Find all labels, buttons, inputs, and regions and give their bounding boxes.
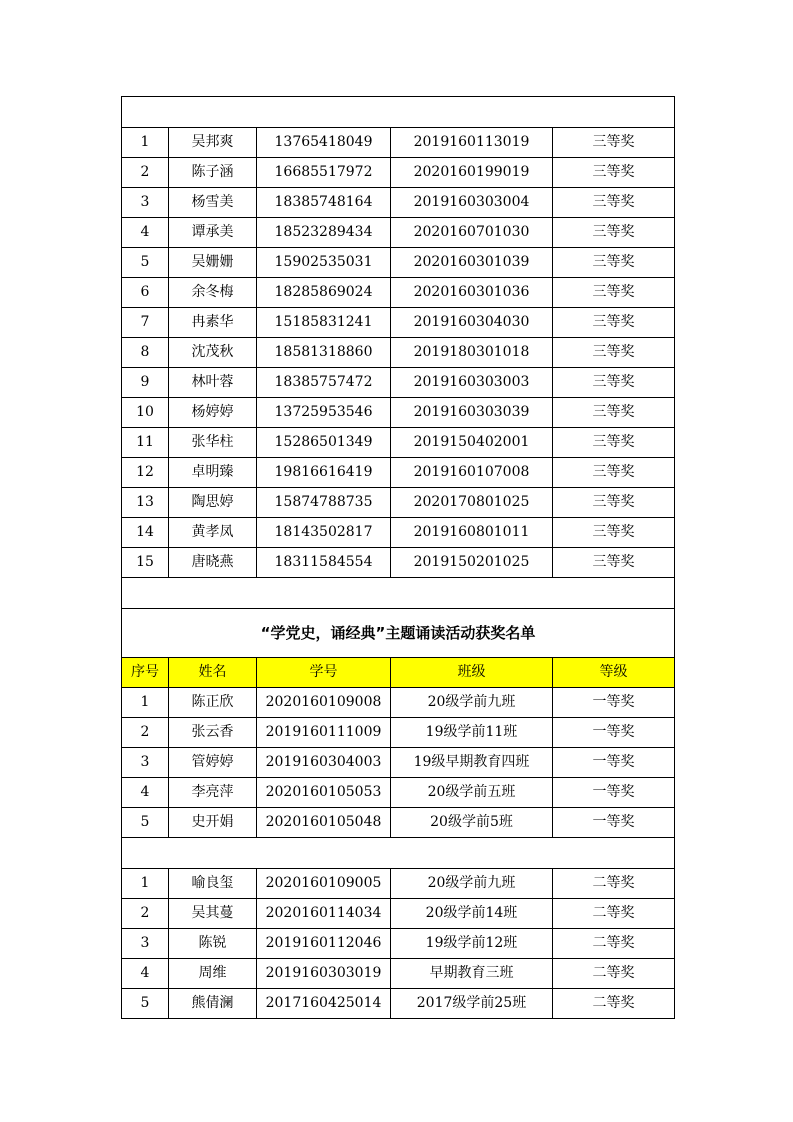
section-separator-row — [122, 838, 675, 869]
table-cell: 4 — [122, 778, 169, 808]
table-cell: 李亮萍 — [169, 778, 257, 808]
table-row — [122, 488, 675, 518]
table-cell: 2 — [122, 899, 169, 929]
table-cell: 三等奖 — [553, 128, 675, 158]
table-row — [122, 278, 675, 308]
table-cell: 二等奖 — [553, 989, 675, 1019]
table-cell: 三等奖 — [553, 428, 675, 458]
table-cell: 三等奖 — [553, 548, 675, 578]
table-cell: 吴邦爽 — [169, 128, 257, 158]
table-row — [122, 748, 675, 778]
column-header: 姓名 — [169, 658, 257, 688]
table-cell: 4 — [122, 959, 169, 989]
table-cell: 19级早期教育四班 — [391, 748, 553, 778]
table-cell: 20级学前14班 — [391, 899, 553, 929]
table-cell: 2019160303004 — [391, 188, 553, 218]
table-row — [122, 398, 675, 428]
table-cell: 18143502817 — [257, 518, 391, 548]
table-header-row — [122, 658, 675, 688]
table-row — [122, 548, 675, 578]
table-cell: 2020160199019 — [391, 158, 553, 188]
table-cell: 三等奖 — [553, 188, 675, 218]
table-cell: 沈茂秋 — [169, 338, 257, 368]
table-cell: 一等奖 — [553, 778, 675, 808]
table-cell: 三等奖 — [553, 278, 675, 308]
table-cell: 15185831241 — [257, 308, 391, 338]
table-cell: 2019160801011 — [391, 518, 553, 548]
table-cell: 黄孝凤 — [169, 518, 257, 548]
table-cell: 7 — [122, 308, 169, 338]
table-cell: 19级学前12班 — [391, 929, 553, 959]
table-cell: 20级学前九班 — [391, 869, 553, 899]
table-row — [122, 929, 675, 959]
table-cell: 2017级学前25班 — [391, 989, 553, 1019]
table-row — [122, 869, 675, 899]
table-cell: 5 — [122, 989, 169, 1019]
table-cell: 2019160112046 — [257, 929, 391, 959]
table-cell: 一等奖 — [553, 688, 675, 718]
table-cell: 15 — [122, 548, 169, 578]
table-cell: 三等奖 — [553, 458, 675, 488]
table-cell: 三等奖 — [553, 338, 675, 368]
column-header: 等级 — [553, 658, 675, 688]
table-cell: 2019160303019 — [257, 959, 391, 989]
table-cell: 6 — [122, 278, 169, 308]
table-row — [122, 808, 675, 838]
table-cell: 2020160109005 — [257, 869, 391, 899]
table-cell: 2020170801025 — [391, 488, 553, 518]
table-cell: 三等奖 — [553, 158, 675, 188]
table-row — [122, 518, 675, 548]
table-cell: 喻良玺 — [169, 869, 257, 899]
table-cell: 2 — [122, 718, 169, 748]
table-cell: 18285869024 — [257, 278, 391, 308]
blank-cell — [122, 97, 675, 128]
table-cell: 三等奖 — [553, 218, 675, 248]
table-cell: 林叶蓉 — [169, 368, 257, 398]
table-cell: 周维 — [169, 959, 257, 989]
table-cell: 2019150201025 — [391, 548, 553, 578]
table-cell: 15874788735 — [257, 488, 391, 518]
column-header: 序号 — [122, 658, 169, 688]
table-cell: 3 — [122, 188, 169, 218]
table-cell: 2019160304030 — [391, 308, 553, 338]
table-cell: 陶思婷 — [169, 488, 257, 518]
table-cell: 18385748164 — [257, 188, 391, 218]
table-cell: 陈锐 — [169, 929, 257, 959]
table-cell: 5 — [122, 808, 169, 838]
table-row — [122, 128, 675, 158]
table-cell: 吴其蔓 — [169, 899, 257, 929]
table-cell: 1 — [122, 688, 169, 718]
table-cell: 14 — [122, 518, 169, 548]
table-cell: 三等奖 — [553, 248, 675, 278]
table-cell: 2019160107008 — [391, 458, 553, 488]
table-cell: 2019160113019 — [391, 128, 553, 158]
table-cell: 一等奖 — [553, 808, 675, 838]
table-cell: 1 — [122, 869, 169, 899]
table-cell: 2020160105048 — [257, 808, 391, 838]
table-cell: 二等奖 — [553, 899, 675, 929]
table-cell: 20级学前5班 — [391, 808, 553, 838]
table-cell: 10 — [122, 398, 169, 428]
table-cell: 18311584554 — [257, 548, 391, 578]
table-row — [122, 458, 675, 488]
table-cell: 杨婷婷 — [169, 398, 257, 428]
blank-cell — [122, 838, 675, 869]
table-row — [122, 989, 675, 1019]
award-table-body — [122, 97, 675, 1019]
award-table — [121, 96, 675, 1019]
table-cell: 杨雪美 — [169, 188, 257, 218]
table-cell: 18581318860 — [257, 338, 391, 368]
table-cell: 5 — [122, 248, 169, 278]
section-separator-row — [122, 97, 675, 128]
table-cell: 卓明臻 — [169, 458, 257, 488]
table-cell: 管婷婷 — [169, 748, 257, 778]
table-row — [122, 338, 675, 368]
table-cell: 2019160111009 — [257, 718, 391, 748]
table-row — [122, 188, 675, 218]
table-cell: 1 — [122, 128, 169, 158]
table-cell: 2020160105053 — [257, 778, 391, 808]
table-cell: 2019150402001 — [391, 428, 553, 458]
table-cell: 陈正欣 — [169, 688, 257, 718]
table-row — [122, 218, 675, 248]
table-cell: 三等奖 — [553, 518, 675, 548]
section-separator-row — [122, 578, 675, 609]
table-cell: 余冬梅 — [169, 278, 257, 308]
table-cell: 二等奖 — [553, 929, 675, 959]
section-title: “学党史，诵经典”主题诵读活动获奖名单 — [122, 609, 675, 658]
table-cell: 2 — [122, 158, 169, 188]
table-cell: 吴姗姗 — [169, 248, 257, 278]
table-cell: 2017160425014 — [257, 989, 391, 1019]
table-cell: 史开娟 — [169, 808, 257, 838]
table-cell: 20级学前九班 — [391, 688, 553, 718]
table-cell: 2020160701030 — [391, 218, 553, 248]
table-cell: 20级学前五班 — [391, 778, 553, 808]
table-cell: 2020160109008 — [257, 688, 391, 718]
table-cell: 二等奖 — [553, 869, 675, 899]
table-cell: 冉素华 — [169, 308, 257, 338]
table-cell: 13765418049 — [257, 128, 391, 158]
table-cell: 8 — [122, 338, 169, 368]
table-row — [122, 959, 675, 989]
table-cell: 三等奖 — [553, 308, 675, 338]
table-cell: 3 — [122, 929, 169, 959]
table-cell: 三等奖 — [553, 368, 675, 398]
table-cell: 18385757472 — [257, 368, 391, 398]
table-cell: 15286501349 — [257, 428, 391, 458]
table-cell: 15902535031 — [257, 248, 391, 278]
table-row — [122, 308, 675, 338]
table-cell: 11 — [122, 428, 169, 458]
section-title-row — [122, 609, 675, 658]
table-cell: 18523289434 — [257, 218, 391, 248]
table-cell: 9 — [122, 368, 169, 398]
table-cell: 二等奖 — [553, 959, 675, 989]
table-row — [122, 899, 675, 929]
table-cell: 三等奖 — [553, 398, 675, 428]
table-cell: 2020160114034 — [257, 899, 391, 929]
table-row — [122, 158, 675, 188]
table-row — [122, 688, 675, 718]
table-cell: 2020160301036 — [391, 278, 553, 308]
column-header: 学号 — [257, 658, 391, 688]
table-cell: 早期教育三班 — [391, 959, 553, 989]
table-row — [122, 778, 675, 808]
table-cell: 4 — [122, 218, 169, 248]
table-cell: 三等奖 — [553, 488, 675, 518]
table-cell: 2019160304003 — [257, 748, 391, 778]
table-cell: 19级学前11班 — [391, 718, 553, 748]
table-row — [122, 428, 675, 458]
table-cell: 12 — [122, 458, 169, 488]
table-cell: 唐晓燕 — [169, 548, 257, 578]
table-cell: 谭承美 — [169, 218, 257, 248]
blank-cell — [122, 578, 675, 609]
table-row — [122, 718, 675, 748]
table-cell: 13 — [122, 488, 169, 518]
table-cell: 熊倩澜 — [169, 989, 257, 1019]
table-cell: 2019180301018 — [391, 338, 553, 368]
column-header: 班级 — [391, 658, 553, 688]
table-row — [122, 248, 675, 278]
table-cell: 2020160301039 — [391, 248, 553, 278]
table-cell: 张华柱 — [169, 428, 257, 458]
table-cell: 16685517972 — [257, 158, 391, 188]
table-cell: 陈子涵 — [169, 158, 257, 188]
table-cell: 19816616419 — [257, 458, 391, 488]
table-cell: 张云香 — [169, 718, 257, 748]
table-cell: 3 — [122, 748, 169, 778]
table-cell: 一等奖 — [553, 748, 675, 778]
table-cell: 2019160303039 — [391, 398, 553, 428]
table-row — [122, 368, 675, 398]
table-cell: 13725953546 — [257, 398, 391, 428]
table-cell: 一等奖 — [553, 718, 675, 748]
table-cell: 2019160303003 — [391, 368, 553, 398]
